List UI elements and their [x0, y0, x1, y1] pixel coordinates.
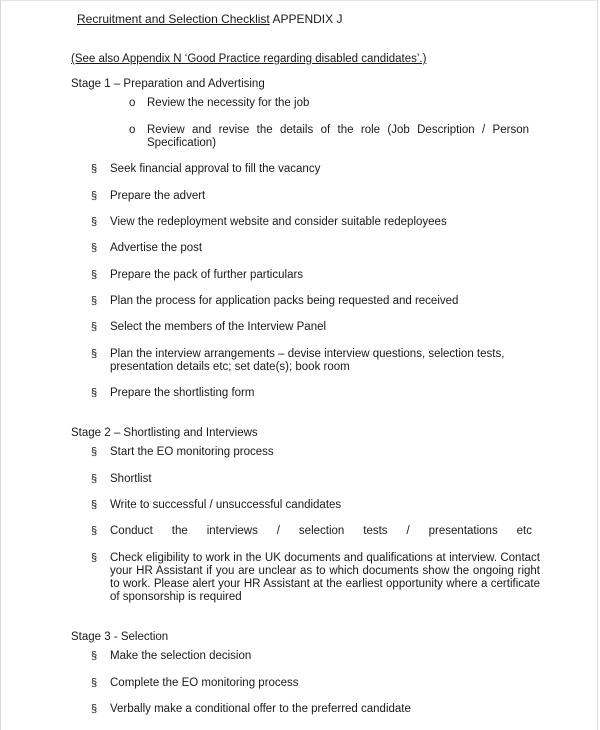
bullet-marker: § [91, 387, 98, 399]
list-item [91, 163, 551, 176]
list-item [91, 190, 551, 203]
bullet-marker: § [91, 321, 98, 333]
list-item-text: Verbally make a conditional offer to the preferred candidate [110, 703, 411, 715]
bullet-marker: § [91, 499, 98, 511]
bullet-marker: § [91, 525, 98, 537]
list-item-text: Make the selection decision [110, 650, 252, 662]
list-item [91, 677, 551, 690]
list-item-text: Select the members of the Interview Panel [110, 321, 327, 333]
list-item-text: Prepare the shortlisting form [110, 387, 255, 399]
bullet-marker: § [91, 552, 98, 564]
list-item [91, 703, 551, 716]
list-item [91, 473, 551, 486]
stage-2-heading: Stage 2 – Shortlisting and Interviews [71, 427, 258, 439]
bullet-marker: § [91, 473, 98, 485]
bullet-marker: § [91, 163, 98, 175]
list-item [91, 525, 551, 538]
list-item-text: Check eligibility to work in the UK documents and qualifications at interview. Contact your HR Assistant if you are unclear as to which documents show the ongoing right to work. Please alert your HR Assistant at the earliest opportunity where a certificate of sponsorship is required [110, 552, 540, 603]
list-item-text: Plan the process for application packs being requested and received [110, 295, 459, 307]
list-item [91, 387, 551, 400]
list-item-text: Seek financial approval to fill the vacancy [110, 163, 321, 175]
bullet-marker: § [91, 348, 98, 360]
list-item [91, 552, 551, 604]
sub-list-item-text: Review and revise the details of the role (Job Description / Person Specification) [147, 124, 529, 149]
list-item [91, 321, 551, 334]
sub-bullet-marker: o [129, 97, 136, 109]
sub-bullet-marker: o [129, 124, 136, 136]
list-item-text: Prepare the advert [110, 190, 206, 202]
stage-1-heading: Stage 1 – Preparation and Advertising [71, 78, 265, 90]
list-item [91, 650, 551, 663]
bullet-marker: § [91, 677, 98, 689]
list-item [91, 269, 551, 282]
list-item [91, 242, 551, 255]
list-item-text: Shortlist [110, 473, 152, 485]
title-appendix: APPENDIX J [272, 12, 343, 26]
list-item-text: Complete the EO monitoring process [110, 677, 299, 689]
list-item-text: Prepare the pack of further particulars [110, 269, 304, 281]
stage-3-heading: Stage 3 - Selection [71, 631, 169, 643]
list-item-text: Write to successful / unsuccessful candidates [110, 499, 342, 511]
sub-list-item [129, 124, 529, 150]
bullet-marker: § [91, 650, 98, 662]
sub-list-item [129, 97, 529, 110]
list-item [91, 348, 551, 374]
list-item-text: Advertise the post [110, 242, 203, 254]
see-also-note: (See also Appendix N ‘Good Practice regarding disabled candidates’.) [71, 53, 427, 65]
list-item-text: Conduct the interviews / selection tests / presentations etc [110, 525, 532, 537]
list-item [91, 216, 551, 229]
list-item [91, 295, 551, 308]
sub-list-item-text: Review the necessity for the job [147, 97, 310, 109]
list-item-text: Start the EO monitoring process [110, 446, 274, 458]
bullet-marker: § [91, 269, 98, 281]
bullet-marker: § [91, 703, 98, 715]
bullet-marker: § [91, 295, 98, 307]
bullet-marker: § [91, 190, 98, 202]
bullet-marker: § [91, 242, 98, 254]
list-item-text: View the redeployment website and consider suitable redeployees [110, 216, 447, 228]
list-item [91, 446, 551, 459]
bullet-marker: § [91, 446, 98, 458]
list-item-text: Plan the interview arrangements – devise interview questions, selection tests, presentation details etc; set date(s); book room [110, 348, 505, 373]
title-main: Recruitment and Selection Checklist [77, 12, 270, 26]
list-item [91, 499, 551, 512]
document-title [77, 12, 342, 26]
bullet-marker: § [91, 216, 98, 228]
